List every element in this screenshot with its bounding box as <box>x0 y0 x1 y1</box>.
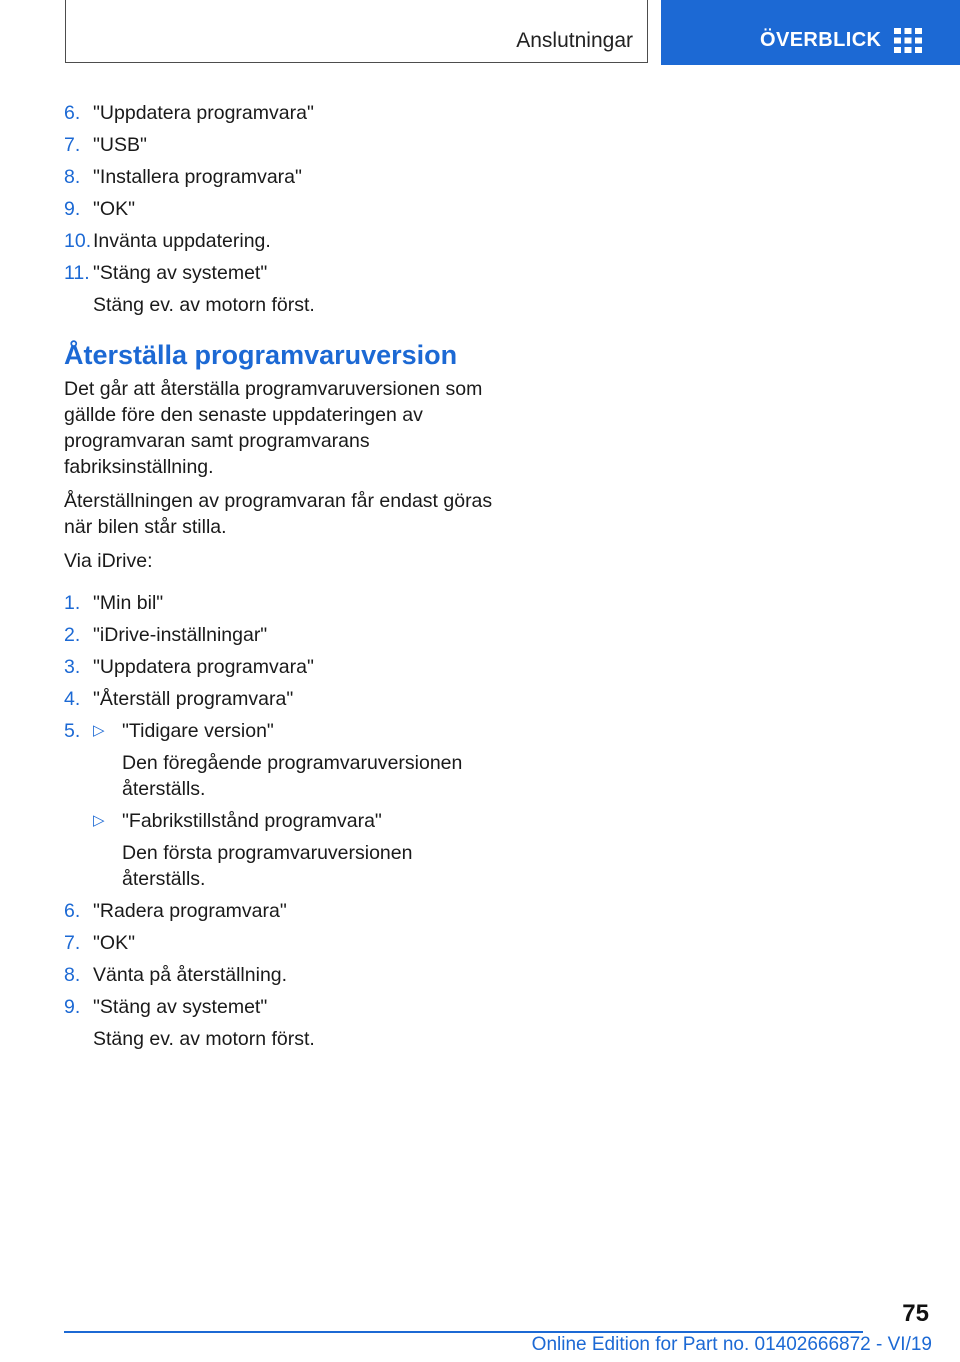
step-number: 8. <box>64 166 81 188</box>
step-text: Vänta på återställning. <box>93 964 288 986</box>
list-item <box>64 962 494 988</box>
step-text: "Stäng av systemet" <box>93 996 268 1018</box>
sub-list <box>93 718 494 892</box>
step-text: "USB" <box>93 134 147 156</box>
list-item <box>64 930 494 956</box>
steps-list-bottom <box>64 590 494 1052</box>
paragraph: Återställningen av programvaran får endast göras när bilen står stilla. <box>64 490 493 538</box>
footer-divider <box>64 1331 863 1333</box>
grid-icon <box>894 28 922 53</box>
section-heading: Återställa programvaruversion <box>64 340 458 370</box>
step-number: 9. <box>64 996 81 1018</box>
step-number: 5. <box>64 720 81 742</box>
overview-label: ÖVERBLICK <box>760 29 882 51</box>
sub-list-item <box>93 718 494 802</box>
step-text: "OK" <box>93 932 136 954</box>
footer-edition: Online Edition for Part no. 01402666872 - VI/19 <box>531 1334 932 1355</box>
step-number: 4. <box>64 688 81 710</box>
step-text: "Installera programvara" <box>93 166 302 188</box>
step-text: "Stäng av systemet" <box>93 262 268 284</box>
sub-list-item <box>93 808 494 892</box>
list-item <box>64 100 494 126</box>
list-item <box>64 994 494 1052</box>
step-number: 10. <box>64 230 92 252</box>
step-number: 6. <box>64 900 81 922</box>
step-text: "Uppdatera programvara" <box>93 102 314 124</box>
step-text: "Återställ programvara" <box>93 688 294 710</box>
triangle-bullet-icon: ▷ <box>93 722 105 739</box>
list-item <box>64 196 494 222</box>
step-number: 7. <box>64 932 81 954</box>
step-number: 11. <box>64 262 90 284</box>
step-note: Stäng ev. av motorn först. <box>93 1028 315 1050</box>
step-text: "Uppdatera programvara" <box>93 656 314 678</box>
sub-item-note: Den första programvaruversionen återställs. <box>122 842 413 890</box>
step-number: 9. <box>64 198 81 220</box>
sub-item-note: Den föregående programvaruversionen återställs. <box>122 752 463 800</box>
section-tab[interactable] <box>65 0 648 63</box>
steps-list-top <box>64 100 494 318</box>
step-number: 3. <box>64 656 81 678</box>
list-item <box>64 898 494 924</box>
list-item <box>64 132 494 158</box>
main-content <box>64 100 494 1058</box>
list-item <box>64 654 494 680</box>
list-item <box>64 718 494 892</box>
sub-item-text: "Fabrikstillstånd programvara" <box>122 810 382 832</box>
list-item <box>64 622 494 648</box>
list-item <box>64 260 494 318</box>
overview-button[interactable] <box>661 0 960 65</box>
list-item <box>64 228 494 254</box>
list-item <box>64 686 494 712</box>
paragraph: Via iDrive: <box>64 550 153 572</box>
step-number: 7. <box>64 134 81 156</box>
step-number: 6. <box>64 102 81 124</box>
list-item <box>64 590 494 616</box>
section-tab-label: Anslutningar <box>516 29 633 52</box>
list-item <box>64 164 494 190</box>
step-number: 1. <box>64 592 81 614</box>
step-text: "Radera programvara" <box>93 900 287 922</box>
triangle-bullet-icon: ▷ <box>93 812 105 829</box>
page-number: 75 <box>902 1300 929 1327</box>
step-number: 2. <box>64 624 81 646</box>
sub-item-text: "Tidigare version" <box>122 720 274 742</box>
step-text: Invänta uppdatering. <box>93 230 271 252</box>
step-text: "OK" <box>93 198 136 220</box>
paragraph: Det går att återställa programvaruversionen som gällde före den senaste uppdateringen av programvaran samt programvarans fabriksinställning. <box>64 378 483 478</box>
step-text: "iDrive-inställningar" <box>93 624 268 646</box>
step-text: "Min bil" <box>93 592 164 614</box>
step-note: Stäng ev. av motorn först. <box>93 294 315 316</box>
step-number: 8. <box>64 964 81 986</box>
